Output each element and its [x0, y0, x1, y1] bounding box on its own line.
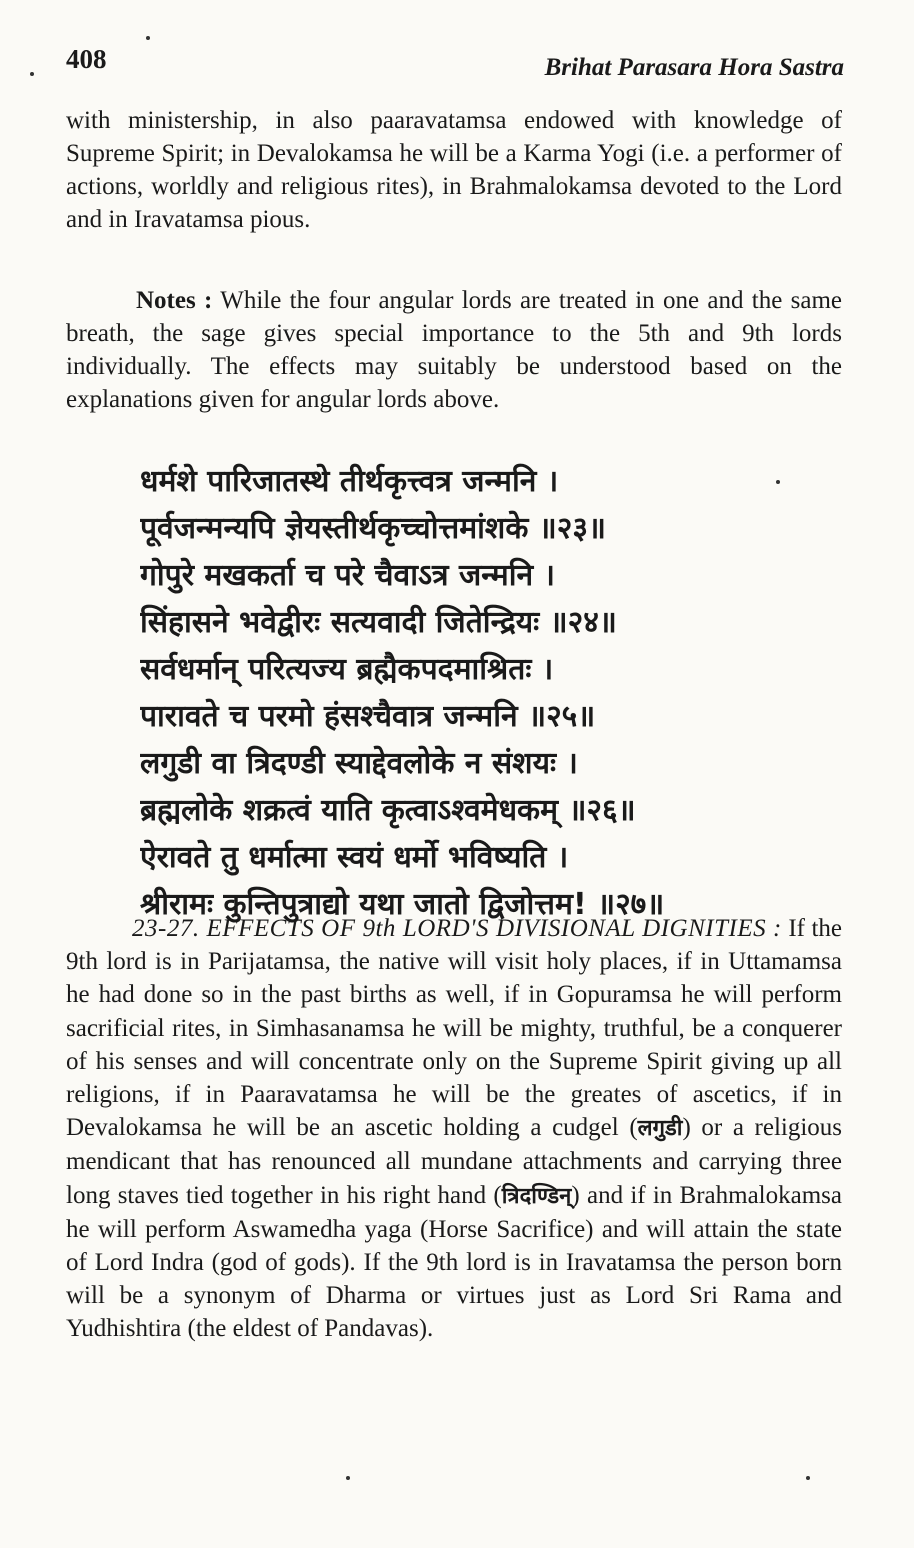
sanskrit-verses — [140, 458, 780, 928]
effects-paragraph — [66, 912, 842, 1346]
effects-text-2: ) or a religious mendicant that has renounced all mundane attachments and carrying three long staves tied together in his right hand ( — [66, 1114, 843, 1209]
sanskrit-term-tridandin: त्रिदण्डिन् — [501, 1183, 572, 1209]
verse-line: श्रीरामः कुन्तिपुत्राद्यो यथा जातो द्विजोत्तम! ॥२७॥ — [140, 887, 665, 922]
page-number: 408 — [66, 44, 107, 74]
page-header — [66, 40, 844, 80]
print-speck — [146, 36, 150, 40]
continuation-paragraph: with ministership, in also paaravatamsa endowed with knowledge of Supreme Spirit; in Devalokamsa he will be a Karma Yogi (i.e. a performer of actions, worldly and religious rites), in Brahmalokamsa devoted to the Lord and in Iravatamsa pious. — [66, 107, 842, 233]
print-speck — [346, 1476, 350, 1480]
verse-line: लगुडी वा त्रिदण्डी स्याद्देवलोके न संशयः । — [140, 746, 578, 781]
effects-text-1: If the 9th lord is in Parijatamsa, the native will visit holy places, if in Uttamamsa he had done so in the past births as well, if in Gopuramsa he will perform sacrificial rites, in Simhasanamsa he will be mighty, truthful, be a conquerer of his senses and will concentrate only on the Supreme Spirit giving up all religions, if in Paaravatamsa he will be the greates of ascetics, if in Devalokamsa he will be an ascetic holding a cudgel ( — [66, 915, 842, 1142]
effects-text-3: ) and if in Brahmalokamsa he will perform Aswamedha yaga (Horse Sacrifice) and will attain the state of Lord Indra (god of gods). If the 9th lord is in Iravatamsa the person born will be a synonym of Dharma or virtues just as Lord Sri Rama and Yudhishtira (the eldest of Pandavas). — [66, 1181, 842, 1343]
verse-line: सर्वधर्मान् परित्यज्य ब्रह्मैकपदमाश्रितः । — [140, 652, 554, 687]
print-speck — [806, 1476, 810, 1480]
verse-line: धर्मशे पारिजातस्थे तीर्थकृत्त्वत्र जन्मनि । — [140, 464, 559, 499]
verse-line: ऐरावते तु धर्मात्मा स्वयं धर्मो भविष्यति । — [140, 840, 569, 875]
notes-text: While the four angular lords are treated in one and the same breath, the sage gives special importance to the 5th and 9th lords individually. The effects may suitably be understood based on the explanations given for angular lords above. — [66, 287, 843, 413]
verse-line: गोपुरे मखकर्ता च परे चैवाऽत्र जन्मनि । — [140, 558, 555, 593]
verse-line: पारावते च परमो हंसश्चैवात्र जन्मनि ॥२५॥ — [140, 699, 596, 734]
section-heading: 23-27. EFFECTS OF 9th LORD'S DIVISIONAL DIGNITIES : — [132, 915, 782, 942]
verse-line: सिंहासने भवेद्वीरः सत्यवादी जितेन्द्रियः ॥२४॥ — [140, 605, 617, 640]
notes-paragraph — [66, 284, 842, 416]
sanskrit-term-lagudi: लगुडी — [637, 1116, 683, 1142]
verse-line: ब्रह्मलोके शक्रत्वं याति कृत्वाऽश्वमेधकम् ॥२६॥ — [140, 793, 636, 828]
verse-line: पूर्वजन्मन्यपि ज्ञेयस्तीर्थकृच्चोत्तमांशके ॥२३॥ — [140, 511, 606, 546]
running-title: Brihat Parasara Hora Sastra — [544, 54, 844, 81]
print-speck — [776, 480, 780, 484]
print-speck — [30, 72, 34, 76]
notes-label: Notes : — [136, 287, 213, 314]
